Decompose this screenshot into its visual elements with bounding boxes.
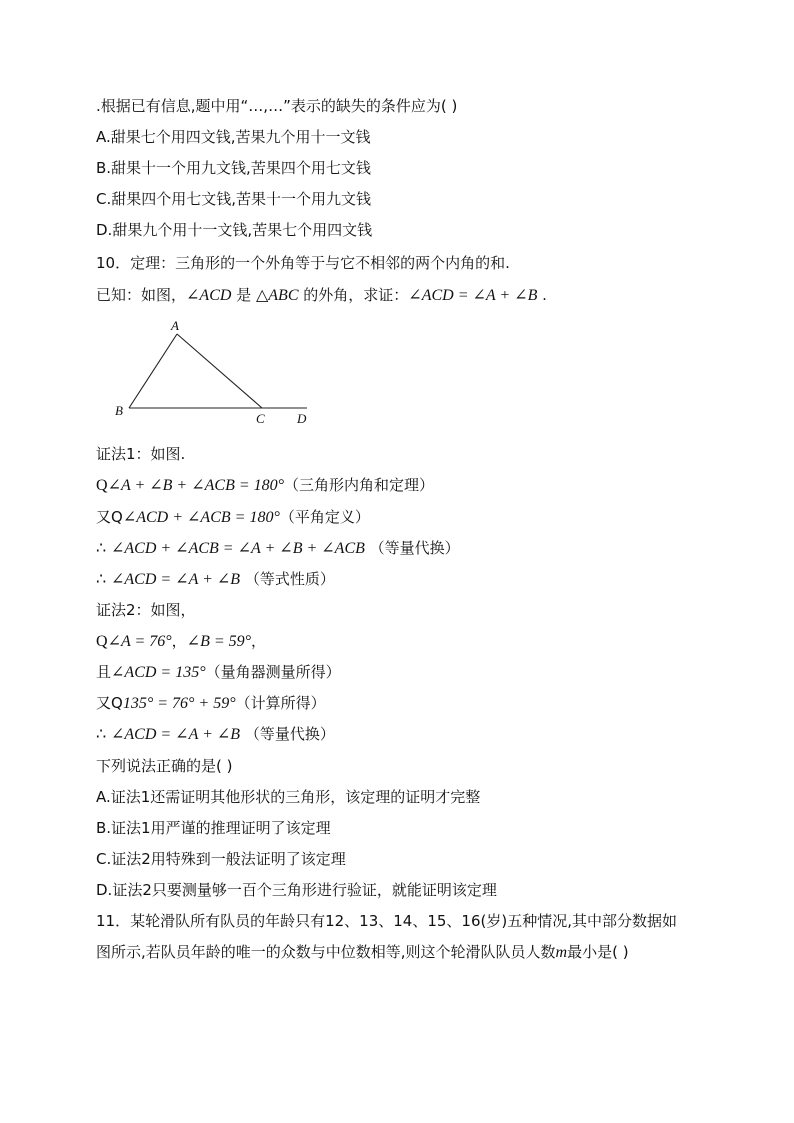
proof1-reason3: （等量代换） [369,539,460,557]
comma: ， [171,632,187,650]
q9-stem: .根据已有信息,题中用“…,…”表示的缺失的条件应为( ) [96,97,458,115]
q10-option-c: C.证法2用特殊到一般法证明了该定理 [96,850,346,868]
and-word: 且 [96,663,112,681]
proof2-line1 [96,631,266,652]
q9-option-b: B.甜果十一个用九文钱,苦果四个用七文钱 [96,159,371,177]
proof2-line4 [96,724,335,745]
because-symbol: Q [96,633,108,650]
label-d: D [297,411,307,426]
side-ab [129,334,177,408]
q9-option-a: A.甜果七个用四文钱,苦果九个用十一文钱 [96,128,371,146]
label-b: B [115,403,123,418]
proof2-eq2: ∠ACD = 135° [111,664,206,681]
therefore-symbol: ∴ [96,540,107,557]
given-pre: 已知：如图， [96,286,187,304]
proof1-line2 [96,507,370,528]
proof2-line3 [96,693,326,714]
q11-line2 [96,942,629,963]
proof1-line1 [96,475,434,496]
also-because: 又Q [96,508,123,526]
q10-question: 下列说法正确的是( ) [96,757,233,775]
proof1-reason2: （平角定义） [279,508,370,526]
comma: ， [251,632,267,650]
proof1-reason4: （等式性质） [244,570,335,588]
q11-line2-pre: 图所示,若队员年龄的唯一的众数与中位数相等,则这个轮滑队队员人数 [96,943,556,961]
proof2-angle-a: ∠A = 76° [107,633,172,650]
proof2-reason3: （计算所得） [235,694,326,712]
q10-option-b: B.证法1用严谨的推理证明了该定理 [96,819,331,837]
q11-line2-post: 最小是( ) [567,943,629,961]
proof2-reason2: （量角器测量所得） [205,663,341,681]
side-ac [177,334,262,408]
q10-option-d: D.证法2只要测量够一百个三角形进行验证，就能证明该定理 [96,881,497,899]
given-post: 的外角，求证： [298,286,409,304]
proof1-reason1: （三角形内角和定理） [284,476,435,494]
therefore-symbol: ∴ [96,726,107,743]
triangle-figure [108,316,318,428]
proof1-eq2: ∠ACD + ∠ACB = 180° [122,509,280,526]
q9-option-c: C.甜果四个用七文钱,苦果十一个用九文钱 [96,190,372,208]
because-symbol: Q [96,477,108,494]
q10-option-a: A.证法1还需证明其他形状的三角形，该定理的证明才完整 [96,788,481,806]
given-equation: ∠ACD = ∠A + ∠B [408,287,538,304]
proof1-eq4: ∠ACD = ∠A + ∠B [110,571,241,588]
proof2-eq4: ∠ACD = ∠A + ∠B [110,726,241,743]
q11-line1: 11．某轮滑队所有队员的年龄只有12、13、14、15、16(岁)五种情况,其中部分数据如 [96,912,677,930]
proof2-eq3: 135° = 76° + 59° [122,695,236,712]
given-angle: ∠ACD [186,287,232,304]
proof1-head: 证法1：如图. [96,445,186,463]
given-triangle: △ABC [255,287,299,304]
proof1-eq3: ∠ACD + ∠ACB = ∠A + ∠B + ∠ACB [110,540,365,557]
therefore-symbol: ∴ [96,571,107,588]
proof2-head: 证法2：如图， [96,601,196,619]
proof1-line4 [96,569,335,590]
given-mid: 是 [231,286,256,304]
given-end: . [537,286,547,304]
q10-given [96,285,547,306]
proof1-eq1: ∠A + ∠B + ∠ACB = 180° [107,477,285,494]
proof2-reason4: （等量代换） [244,725,335,743]
proof2-line2 [96,662,341,683]
label-a: A [171,318,179,333]
variable-m: m [555,944,568,961]
proof2-angle-b: ∠B = 59° [186,633,252,650]
label-c: C [256,411,265,426]
proof1-line3 [96,538,460,559]
q10-title: 10．定理：三角形的一个外角等于与它不相邻的两个内角的和. [96,254,510,272]
also-because: 又Q [96,694,123,712]
q9-option-d: D.甜果九个用十一文钱,苦果七个用四文钱 [96,221,373,239]
